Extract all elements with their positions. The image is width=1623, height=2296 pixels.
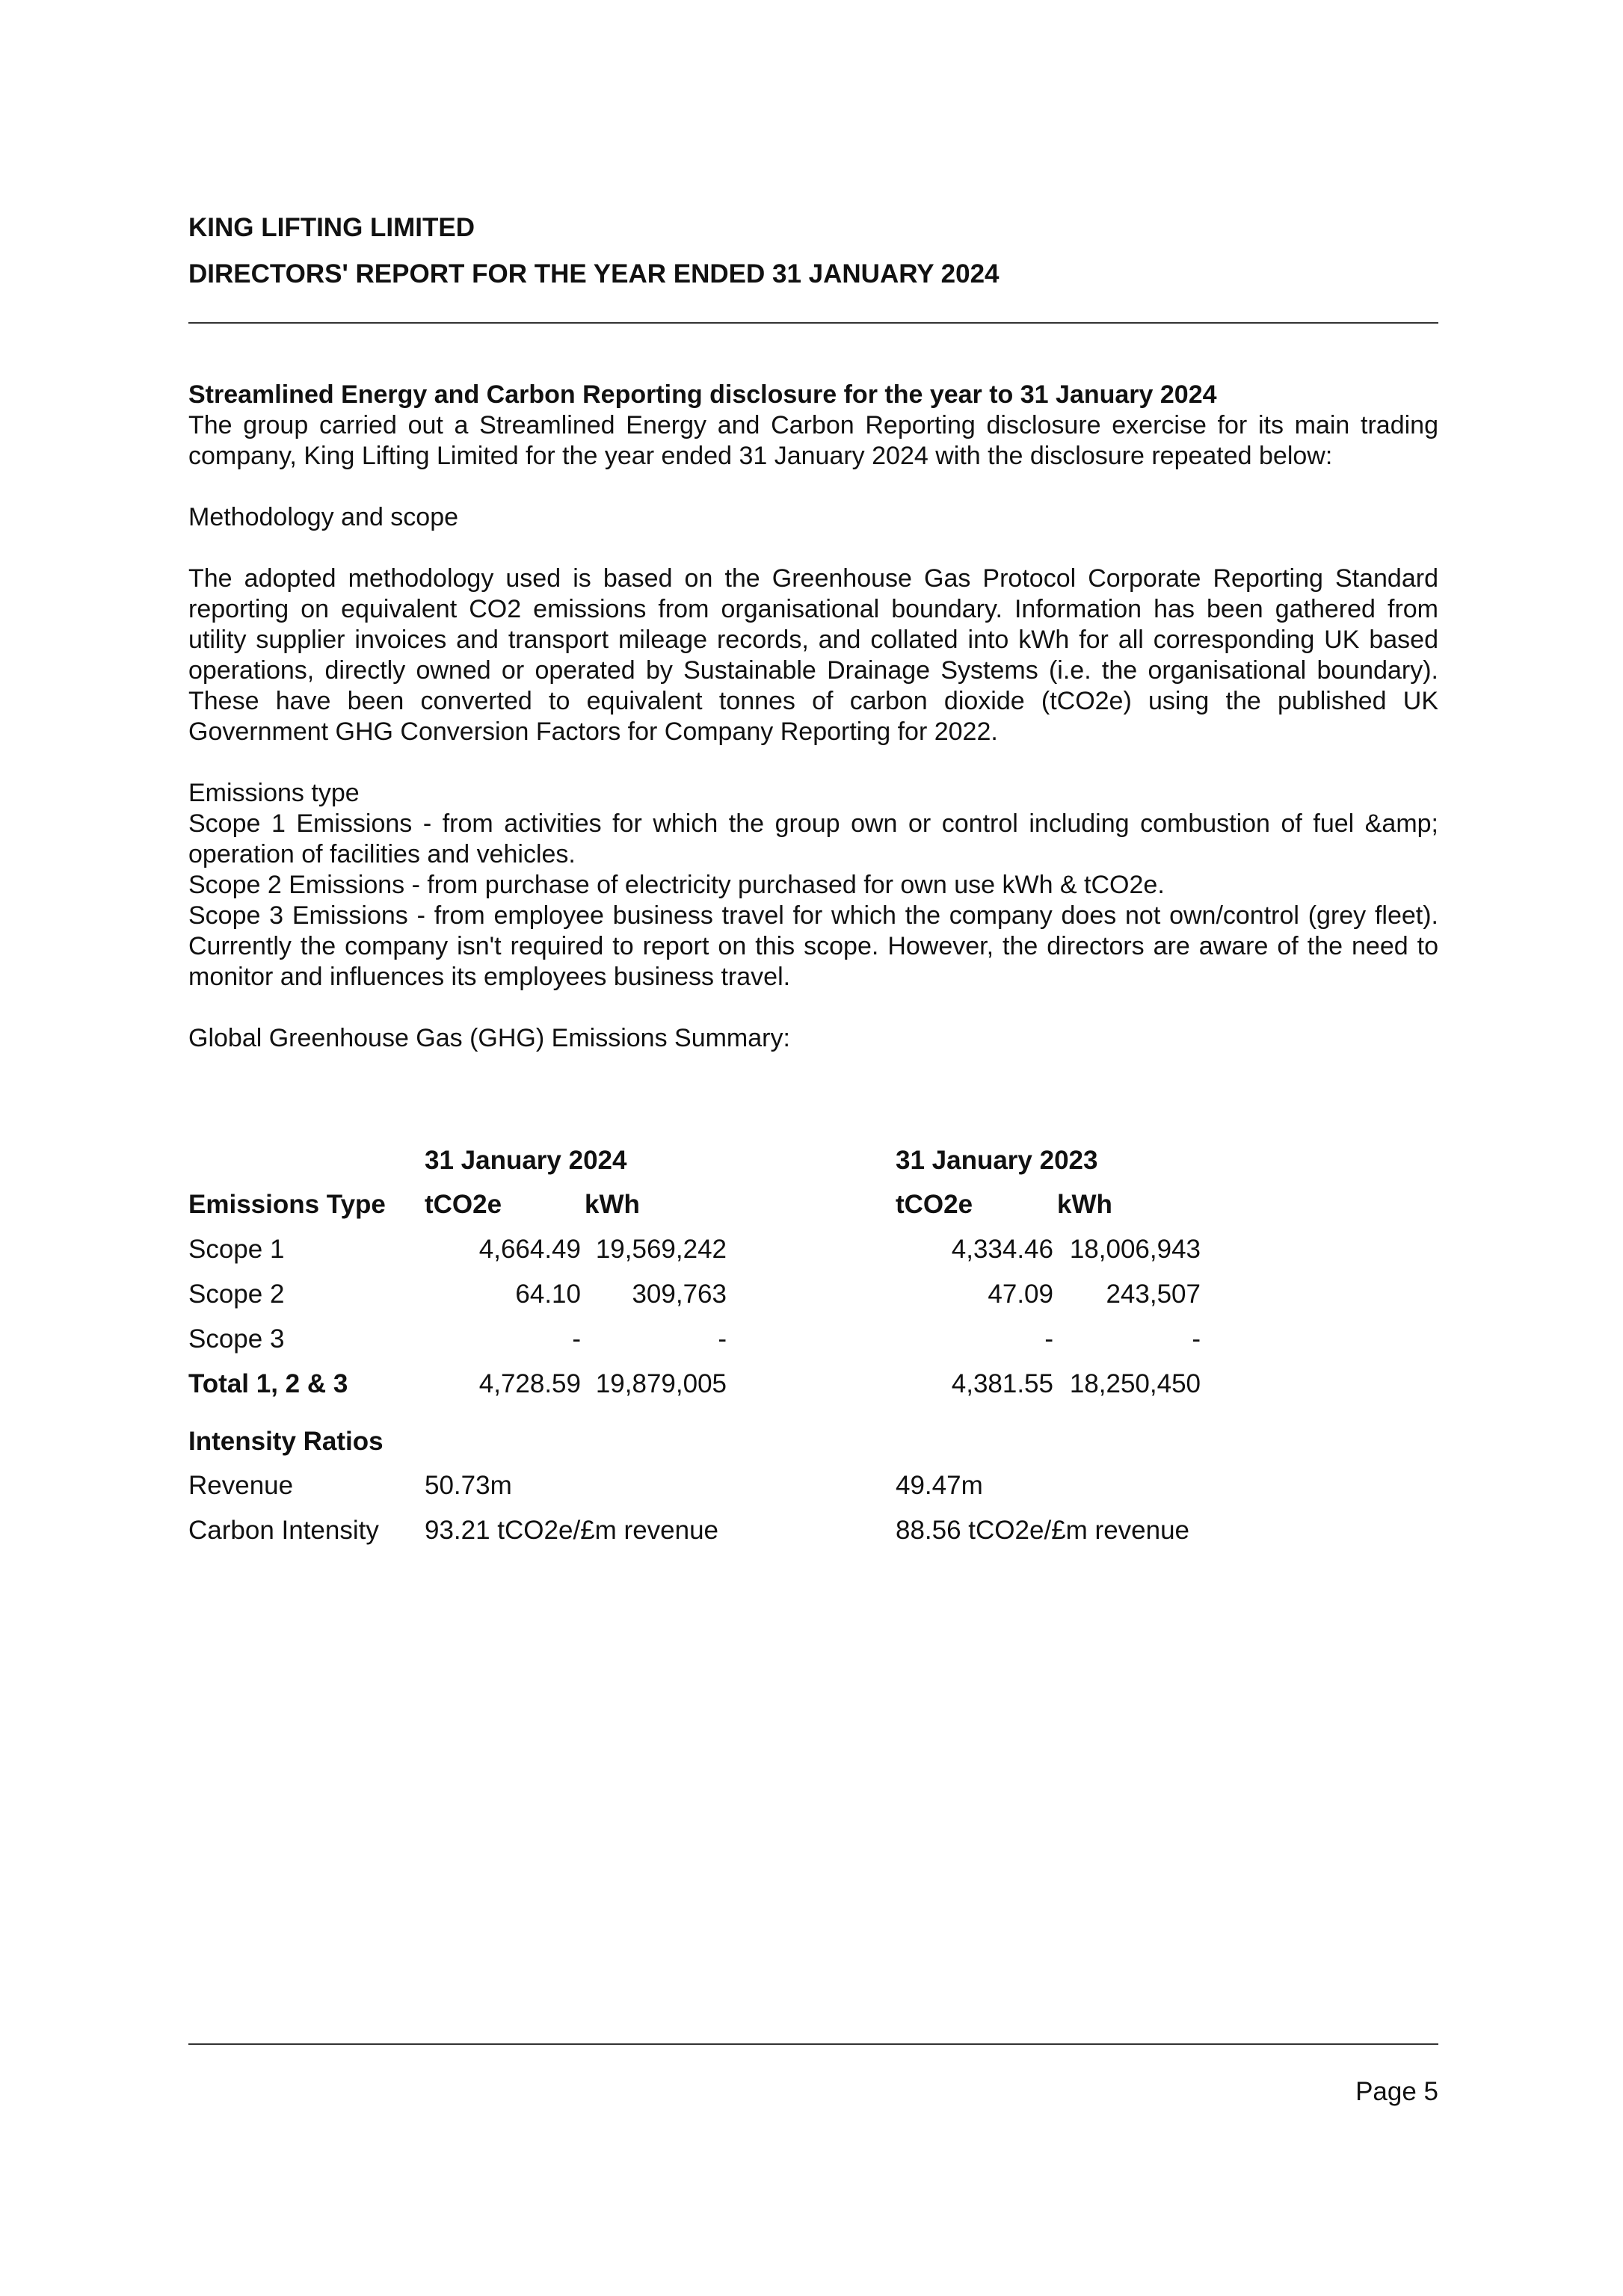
row-label: Scope 3: [188, 1324, 285, 1354]
secr-section: [188, 380, 1438, 1054]
tco2e-2023-value: 4,334.46: [951, 1235, 1053, 1264]
kwh-2023-value: 243,507: [1106, 1280, 1201, 1309]
summary-heading: Global Greenhouse Gas (GHG) Emissions Summary:: [188, 1024, 790, 1052]
col-kwh-2023: kWh: [1057, 1190, 1112, 1219]
tco2e-2023-value: 4,381.55: [951, 1369, 1053, 1398]
tco2e-2023-value: -: [1044, 1324, 1053, 1354]
footer-rule: [188, 2043, 1438, 2045]
row-label: Total 1, 2 & 3: [188, 1369, 348, 1398]
scope2-text: Scope 2 Emissions - from purchase of electricity purchased for own use kWh & tCO2e.: [188, 871, 1165, 899]
kwh-2023-value: 18,250,450: [1069, 1369, 1201, 1398]
company-name: KING LIFTING LIMITED: [188, 213, 475, 242]
tco2e-2024-value: 4,664.49: [478, 1235, 581, 1264]
scope1-text: Scope 1 Emissions - from activities for which the group own or control including combustion of fuel &amp; operation of facilities and vehicles.: [188, 809, 1438, 868]
kwh-2023-value: -: [1192, 1324, 1201, 1354]
tco2e-2024-value: 4,728.59: [478, 1369, 581, 1398]
page-number: Page 5: [1355, 2077, 1438, 2106]
kwh-2024-value: -: [718, 1324, 727, 1354]
period-2024-header: 31 January 2024: [425, 1146, 627, 1175]
methodology-text: The adopted methodology used is based on the Greenhouse Gas Protocol Corporate Reporting Standard reporting on equivalent CO2 emissions from organisational boundary. Information has been gathered from utility supplier invoices and transport mileage records, and collated into kWh for all corresponding UK based operations, directly owned or operated by Sustainable Drainage Systems (i.e. the organisational boundary). These have been converted to equivalent tonnes of carbon dioxide (tCO2e) using the published UK Government GHG Conversion Factors for Company Reporting for 2022.: [188, 564, 1438, 746]
secr-intro: The group carried out a Streamlined Energy and Carbon Reporting disclosure exercise for its main trading company, King Lifting Limited for the year ended 31 January 2024 with the disclosure repeated below:: [188, 411, 1438, 470]
period-2023-header: 31 January 2023: [896, 1146, 1098, 1175]
revenue-2024: 50.73m: [425, 1471, 512, 1500]
tco2e-2024-value: -: [572, 1324, 581, 1354]
header-rule: [188, 322, 1438, 324]
report-title: DIRECTORS' REPORT FOR THE YEAR ENDED 31 JANUARY 2024: [188, 259, 1000, 288]
scope3-text: Scope 3 Emissions - from employee business travel for which the company does not own/control (grey fleet). Currently the company isn't required to report on this scope. However, the directors are aware of the need to monitor and influences its employees business travel.: [188, 901, 1438, 991]
col-kwh-2024: kWh: [585, 1190, 640, 1219]
kwh-2024-value: 19,569,242: [595, 1235, 727, 1264]
kwh-2024-value: 19,879,005: [595, 1369, 727, 1398]
kwh-2024-value: 309,763: [632, 1280, 727, 1309]
emissions-type-heading: Emissions type: [188, 779, 360, 807]
carbon-intensity-2024: 93.21 tCO2e/£m revenue: [425, 1516, 719, 1545]
col-emissions-type: Emissions Type: [188, 1190, 386, 1219]
tco2e-2024-value: 64.10: [515, 1280, 581, 1309]
row-label: Scope 2: [188, 1280, 285, 1309]
col-tco2e-2024: tCO2e: [425, 1190, 502, 1219]
tco2e-2023-value: 47.09: [988, 1280, 1053, 1309]
revenue-2023: 49.47m: [896, 1471, 983, 1500]
col-tco2e-2023: tCO2e: [896, 1190, 973, 1219]
methodology-heading: Methodology and scope: [188, 503, 459, 531]
intensity-ratios-heading: Intensity Ratios: [188, 1427, 384, 1456]
secr-heading: Streamlined Energy and Carbon Reporting disclosure for the year to 31 January 2024: [188, 380, 1217, 409]
carbon-intensity-2023: 88.56 tCO2e/£m revenue: [896, 1516, 1190, 1545]
revenue-label: Revenue: [188, 1471, 294, 1500]
row-label: Scope 1: [188, 1235, 285, 1264]
carbon-intensity-label: Carbon Intensity: [188, 1516, 379, 1545]
kwh-2023-value: 18,006,943: [1069, 1235, 1201, 1264]
